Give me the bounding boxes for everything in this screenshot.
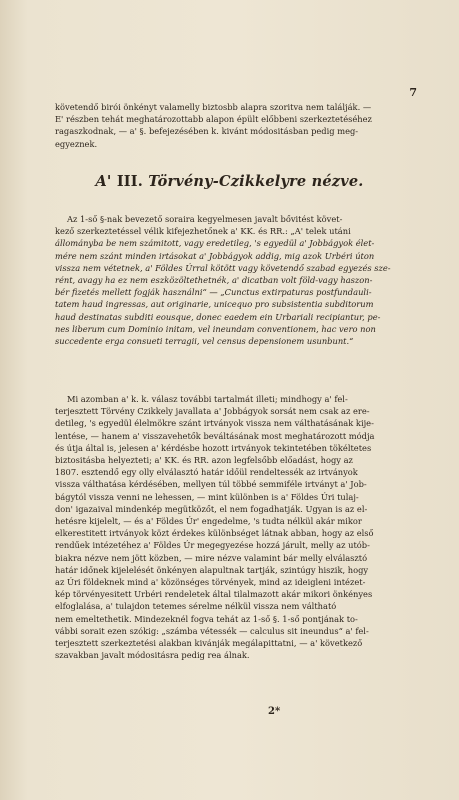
text-line: nem emeltethetik. Mindezeknél fogva tehát az 1-ső §. 1-ső pontjának to-	[55, 613, 358, 624]
text-line: állományba be nem számitott, vagy eredetileg, 's egyedül a' Jobbágyok élet-	[55, 238, 375, 249]
text-line: mére nem szánt minden irtásokat a' Jobbágyok addig, mig azok Urbéri úton	[55, 250, 375, 261]
text-line: kép törvényesitett Urbéri rendeletek által tilalmazott akár mikori önkényes	[55, 589, 373, 600]
heading-prefix: A'	[95, 173, 112, 190]
page-number: 7	[409, 86, 417, 99]
intro-paragraph	[55, 101, 395, 150]
text-line: terjesztett szerkeztetési alakban kivánják megálapittatni, — a' következő	[55, 638, 363, 649]
text-line: határ időnek kijelelését önkényen alapultnak tartják, szintúgy hiszik, hogy	[55, 564, 369, 575]
paragraph-1	[55, 213, 395, 347]
text-line: 1807. esztendő egy olly elválasztó határ időül rendeltessék az irtványok	[55, 467, 358, 478]
text-line: Mi azomban a' k. k. válasz további tartalmát illeti; mindhogy a' fel-	[67, 394, 348, 404]
text-line: bér fizetés mellett fogják használni“ — „Cunctus extirpaturas postfundauli-	[55, 287, 372, 298]
text-line: követendő birói önkényt valamelly biztosbb alapra szoritva nem találják. —	[55, 102, 372, 112]
text-line: don' igazaival mindenkép megütközőt, el nem fogadhatják. Ugyan is az el-	[55, 503, 368, 514]
text-line: tatem haud ingressas, aut originarie, unicequo pro subsistentia subditorum	[55, 299, 374, 310]
text-line: rént, avagy ha ez nem eszközöltethetnék, a' dicatban volt föld-vagy haszon-	[55, 275, 373, 286]
text-line: terjesztett Törvény Czikkely javallata a' Jobbágyok sorsát nem csak az ere-	[55, 406, 370, 417]
text-line: vissza nem vétetnek, a' Földes Úrral kötött vagy követendő szabad egyezés sze-	[55, 262, 391, 273]
text-line: ragaszkodnak, — a' §. befejezésében k. kivánt módositásban pedig meg-	[55, 126, 359, 137]
text-line: szavakban javalt módositásra pedig rea álnak.	[55, 650, 250, 661]
heading-rest: Törvény-Czikkelyre nézve.	[148, 173, 364, 190]
text-line: detileg, 's egyedül élelmökre szánt irtványok vissza nem válthatásának kije-	[55, 418, 374, 429]
paragraph-2	[55, 393, 395, 661]
text-line: biakra nézve nem jött közben, — mire nézve valamint bár melly elválasztó	[55, 552, 368, 563]
text-line: elkerestitett irtványok közt érdekes különbséget látnak abban, hogy az első	[55, 528, 374, 539]
text-line: és útja által is, jelesen a' kérdésbe hozott irtványok tekintetében tökéltetes	[55, 442, 372, 453]
text-line: hetésre kijelelt, — és a' Földes Úr' engedelme, 's tudta nélkül akár mikor	[55, 516, 362, 527]
signature-mark: 2*	[268, 706, 281, 717]
text-line: kező szerkeztetéssel vélik kifejezhetőnek a' KK. és RR.: „A' telek utáni	[55, 226, 351, 237]
text-line: rendűek intézetéhez a' Földes Úr megegyezése hozzá járult, melly az utób-	[55, 540, 370, 551]
text-line: elfoglalása, a' tulajdon tetemes sérelme nélkül vissza nem váltható	[55, 601, 337, 612]
text-line: haud destinatas subditi eousque, donec eaedem ein Urbariali recipiantur, pe-	[55, 311, 381, 322]
text-line: lentése, — hanem a' visszavehetők beváltásának most meghatározott módja	[55, 430, 375, 441]
section-heading	[0, 173, 459, 190]
heading-roman: III.	[116, 173, 144, 190]
text-line: bágytól vissza venni ne lehessen, — mint különben is a' Földes Úri tulaj-	[55, 491, 359, 502]
text-line: succedente erga consueti terragii, vel census depensionem usunbunt.“	[55, 336, 354, 347]
text-line: egyeznek.	[55, 138, 98, 149]
text-line: vábbi sorait ezen szókig: „számba vétessék — calculus sit ineundus“ a' fel-	[55, 625, 369, 636]
text-line: biztositásba helyezteti; a' KK. és RR. azon legfelsőbb előadást, hogy az	[55, 455, 353, 466]
text-line: vissza válthatása kérdésében, mellyen túl többé semmiféle irtványt a' Job-	[55, 479, 367, 490]
text-line: nes liberum cum Dominio initam, vel ineundam conventionem, hac vero non	[55, 323, 376, 334]
text-line: az Úri földeknek mind a' közönséges törvények, mind az ideigleni intézet-	[55, 577, 366, 588]
text-line: Az 1-ső §-nak bevezető soraira kegyelmesen javalt bővitést követ-	[67, 214, 343, 224]
text-line: E' részben tehát meghatározottabb alapon épült előbbeni szerkeztetéséhez	[55, 114, 372, 125]
